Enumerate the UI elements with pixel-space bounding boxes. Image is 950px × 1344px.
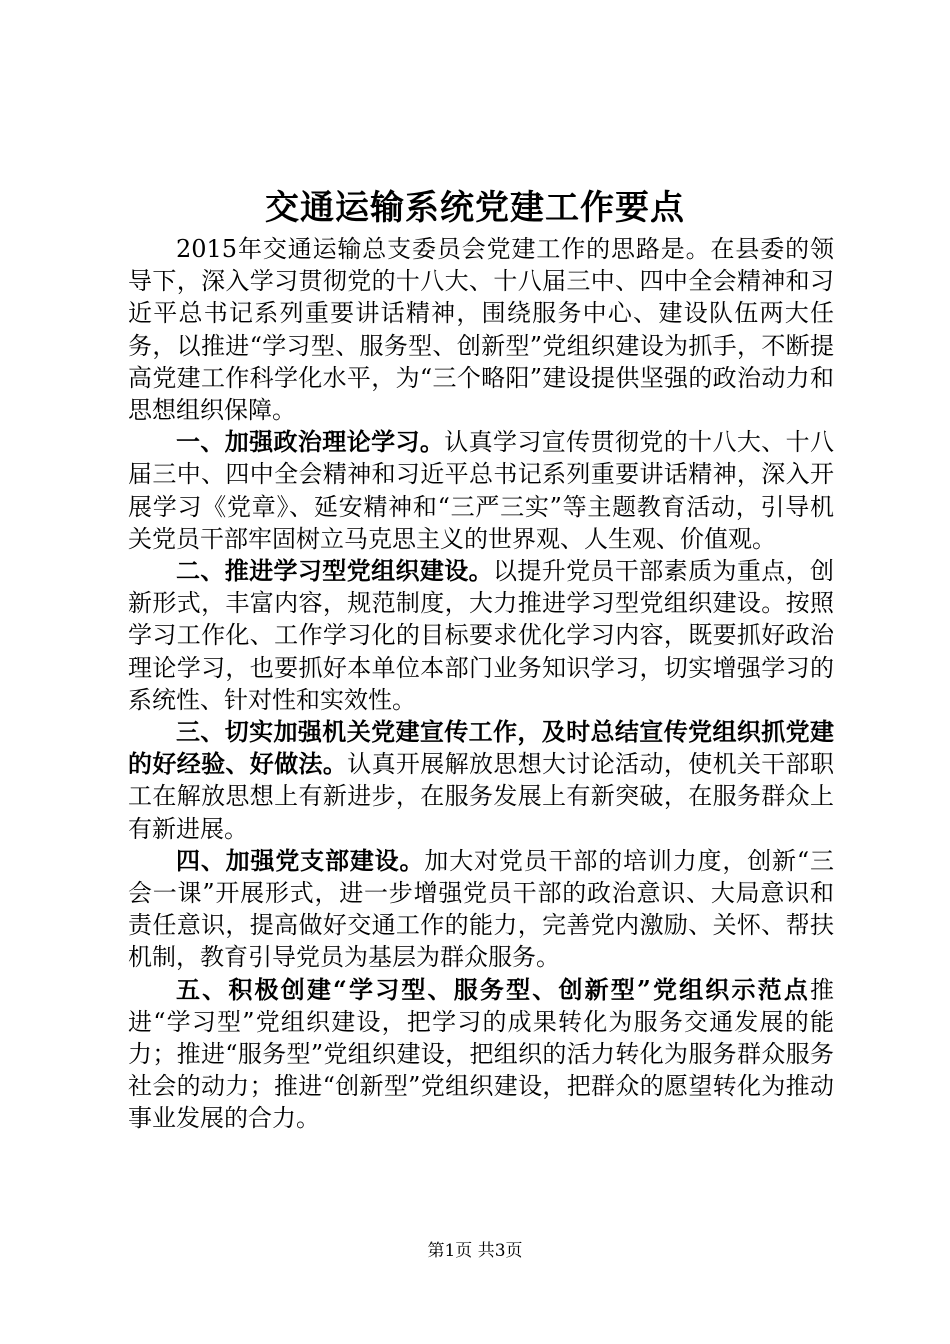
paragraph-text: 加大对党员干部的培训力度，创新“三会一课”开展形式，进一步增强党员干部的政治意识、大局意识和责任意识，提高做好交通工作的能力，完善党内激励、关怀、帮扶机制，教育引导党员为基层为群众服务。	[128, 846, 834, 972]
document-body	[128, 233, 834, 1135]
paragraph-text: 认真学习宣传贯彻党的十八大、十八届三中、四中全会精神和习近平总书记系列重要讲话精神，深入开展学习《党章》、延安精神和“三严三实”等主题教育活动，引导机关党员干部牢固树立马克思主义的世界观、人生观、价值观。	[128, 428, 835, 553]
paragraph-heading: 三、切实加强机关党建宣传工作，及时总结宣传党组织抓党建的好经验、好做法。	[128, 717, 834, 779]
paragraph-heading: 五、积极创建“学习型、服务型、创新型”党组织示范点	[176, 974, 810, 1004]
paragraph-text: 推进“学习型”党组织建设，把学习的成果转化为服务交通发展的能力；推进“服务型”党组织建设，把组织的活力转化为服务群众服务社会的动力；推进“创新型”党组织建设，把群众的愿望转化为推动事业发展的合力。	[128, 975, 834, 1133]
paragraph-section-3	[128, 716, 834, 845]
paragraph-heading: 二、推进学习型党组织建设。	[176, 556, 493, 586]
paragraph-text: 以提升党员干部素质为重点，创新形式，丰富内容，规范制度，大力推进学习型党组织建设。按照学习工作化、工作学习化的目标要求优化学习内容，既要抓好政治理论学习，也要抓好本单位本部门业务知识学习，切实增强学习的系统性、针对性和实效性。	[128, 557, 834, 714]
paragraph-heading: 一、加强政治理论学习。	[176, 427, 445, 457]
paragraph-section-1	[128, 426, 834, 555]
paragraph-heading: 四、加强党支部建设。	[176, 845, 425, 875]
page-footer: 第1页 共3页	[427, 1241, 523, 1261]
paragraph-text: 认真开展解放思想大讨论活动，使机关干部职工在解放思想上有新进步，在服务发展上有新突破，在服务群众上有新进展。	[128, 750, 835, 843]
paragraph-intro	[128, 233, 834, 426]
paragraph-section-5	[128, 974, 834, 1135]
document-title: 交通运输系统党建工作要点	[265, 188, 685, 228]
paragraph-section-2	[128, 555, 834, 716]
paragraph-section-4	[128, 845, 834, 974]
paragraph-text: 2015年交通运输总支委员会党建工作的思路是。在县委的领导下，深入学习贯彻党的十八大、十八届三中、四中全会精神和习近平总书记系列重要讲话精神，围绕服务中心、建设队伍两大任务，以推进“学习型、服务型、创新型”党组织建设为抓手，不断提高党建工作科学化水平，为“三个略阳”建设提供坚强的政治动力和思想组织保障。	[128, 235, 834, 425]
